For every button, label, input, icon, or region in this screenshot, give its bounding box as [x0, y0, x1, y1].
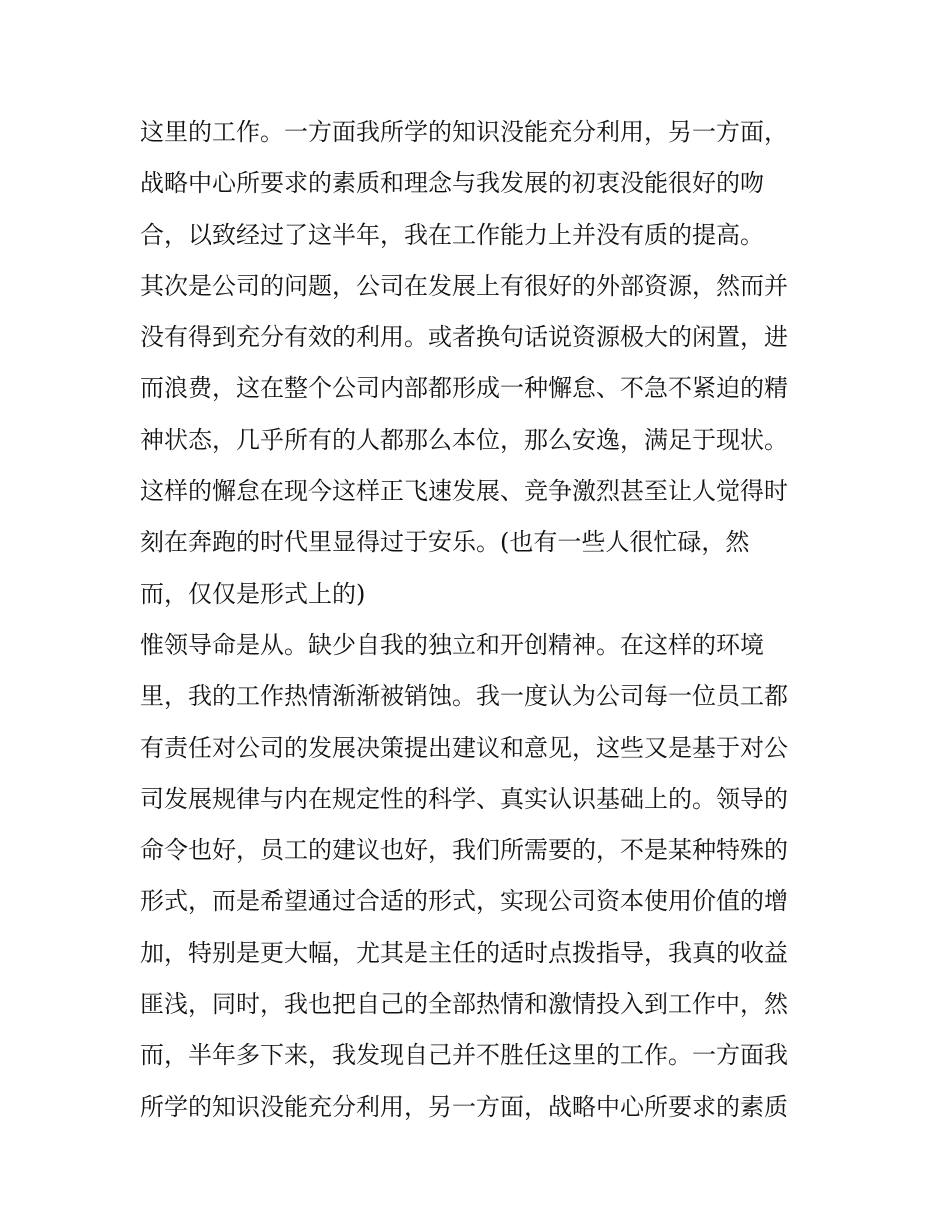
- text-line-7: 神状态，几乎所有的人都那么本位，那么安逸，满足于现状。: [140, 425, 788, 454]
- text-line-14: 司发展规律与内在规定性的科学、真实认识基础上的。领导的: [140, 784, 788, 813]
- text-line-10: 而，仅仅是形式上的): [140, 579, 366, 608]
- text-line-16: 形式，而是希望通过合适的形式，实现公司资本使用价值的增: [140, 887, 788, 916]
- text-line-4: 其次是公司的问题，公司在发展上有很好的外部资源，然而并: [140, 271, 788, 300]
- body-text: [140, 107, 820, 1133]
- text-line-17: 加，特别是更大幅，尤其是主任的适时点拨指导，我真的收益: [140, 938, 788, 967]
- text-line-15: 命令也好，员工的建议也好，我们所需要的，不是某种特殊的: [140, 836, 788, 865]
- text-line-3: 合，以致经过了这半年，我在工作能力上并没有质的提高。: [140, 220, 764, 249]
- text-line-13: 有责任对公司的发展决策提出建议和意见，这些又是基于对公: [140, 733, 788, 762]
- text-line-1: 这里的工作。一方面我所学的知识没能充分利用，另一方面，: [140, 118, 788, 146]
- text-line-5: 没有得到充分有效的利用。或者换句话说资源极大的闲置，进: [140, 323, 788, 352]
- text-line-12: 里，我的工作热情渐渐被销蚀。我一度认为公司每一位员工都: [140, 682, 788, 711]
- text-line-8: 这样的懈怠在现今这样正飞速发展、竞争激烈甚至让人觉得时: [140, 477, 788, 506]
- text-line-18: 匪浅，同时，我也把自己的全部热情和激情投入到工作中，然: [140, 990, 788, 1019]
- text-line-2: 战略中心所要求的素质和理念与我发展的初衷没能很好的吻: [140, 169, 764, 198]
- text-line-6: 而浪费，这在整个公司内部都形成一种懈怠、不急不紧迫的精: [140, 374, 788, 403]
- text-line-19: 而，半年多下来，我发现自己并不胜任这里的工作。一方面我: [140, 1041, 788, 1070]
- text-line-9: 刻在奔跑的时代里显得过于安乐。(也有一些人很忙碌，然: [140, 528, 750, 557]
- text-line-20: 所学的知识没能充分利用，另一方面，战略中心所要求的素质: [140, 1092, 788, 1121]
- text-line-11: 惟领导命是从。缺少自我的独立和开创精神。在这样的环境: [140, 630, 764, 659]
